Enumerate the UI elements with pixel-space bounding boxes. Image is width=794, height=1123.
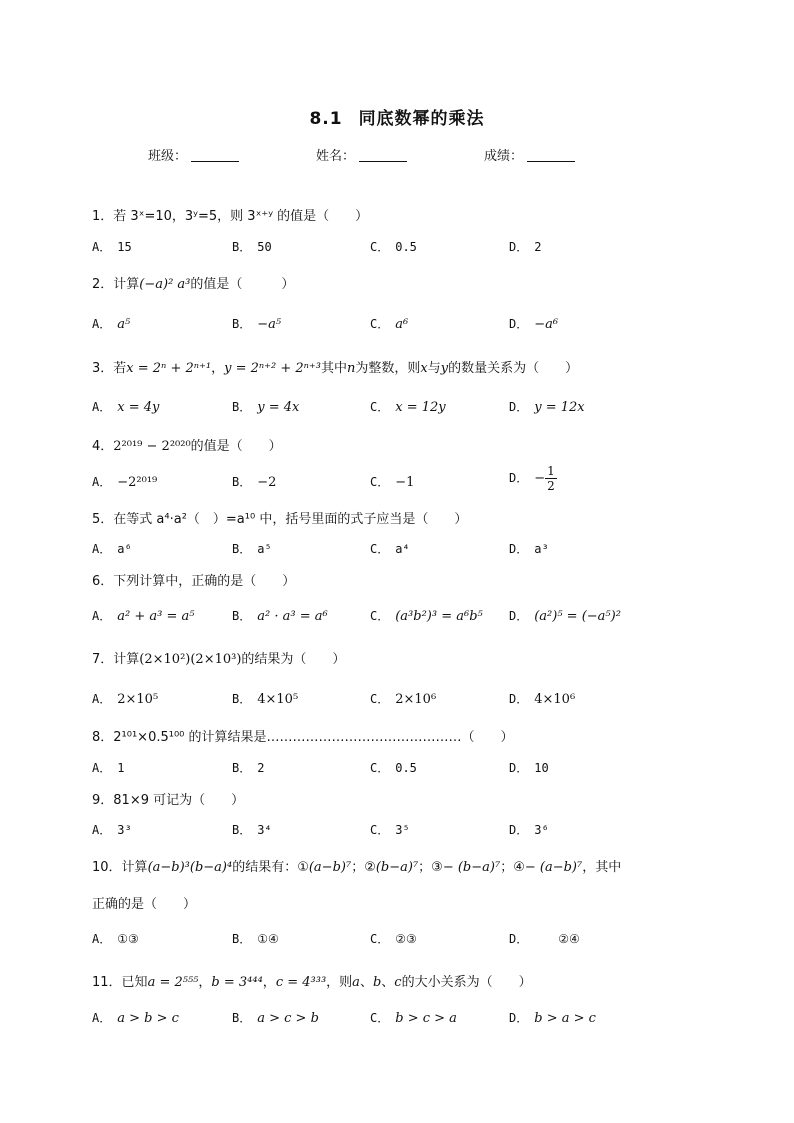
question-7: 7．计算(2×10²)(2×10³)的结果为（ ） (92, 652, 346, 667)
option-a[interactable]: A． 2×10⁵ (92, 692, 159, 707)
options-9 (92, 821, 712, 843)
question-2: 2．计算(−a)² a³的值是（ ） (92, 277, 295, 292)
option-a[interactable]: A． −2²⁰¹⁹ (92, 475, 158, 490)
title-number: 8.1 (309, 109, 343, 129)
question-number: 4． (92, 439, 114, 454)
option-a[interactable]: A． a⁶ (92, 542, 132, 556)
option-d[interactable]: D． 10 (509, 761, 549, 775)
option-c[interactable]: C． −1 (370, 475, 415, 490)
option-d[interactable]: D． a³ (509, 542, 549, 556)
question-text: 若 3ˣ=10，3ʸ=5，则 3ˣ⁺ʸ 的值是（ ） (113, 209, 369, 224)
question-4: 4．2²⁰¹⁹ − 2²⁰²⁰的值是（ ） (92, 439, 282, 454)
option-b[interactable]: B． a⁵ (232, 542, 272, 556)
question-8: 8．2¹⁰¹×0.5¹⁰⁰ 的计算结果是………………………………………（ ） (92, 730, 514, 745)
question-5: 5．在等式 a⁴·a²（ ）=a¹⁰ 中，括号里面的式子应当是（ ） (92, 512, 468, 527)
question-number: 7． (92, 652, 114, 667)
option-d[interactable]: D． −a⁶ (509, 317, 559, 332)
option-a[interactable]: A． a > b > c (92, 1011, 179, 1026)
option-c[interactable]: C． 3⁵ (370, 823, 410, 837)
fraction: $\frac{1}{2}$ (547, 464, 555, 493)
option-a[interactable]: A． 15 (92, 240, 132, 254)
option-c[interactable]: C． a⁴ (370, 542, 410, 556)
option-d[interactable]: D． b > a > c (509, 1011, 596, 1026)
question-10-line2: 正确的是（ ） (92, 897, 197, 912)
question-number: 5． (92, 512, 114, 527)
question-number: 2． (92, 277, 114, 292)
question-number: 10． (92, 860, 122, 875)
options-5 (92, 540, 712, 562)
options-8 (92, 759, 712, 781)
option-b[interactable]: B． a > c > b (232, 1011, 319, 1026)
name-blank[interactable] (359, 149, 407, 162)
option-c[interactable]: C． 0.5 (370, 761, 417, 775)
question-6: 6．下列计算中，正确的是（ ） (92, 574, 296, 589)
option-d[interactable]: D． (a²)⁵ = (−a⁵)² (509, 609, 621, 624)
options-2 (92, 315, 712, 337)
option-b[interactable]: B． 50 (232, 240, 272, 254)
score-label: 成绩： (484, 149, 524, 164)
option-c[interactable]: C． b > c > a (370, 1011, 457, 1026)
option-b[interactable]: B． 3⁴ (232, 823, 272, 837)
option-c[interactable]: C． a⁶ (370, 317, 409, 332)
option-a[interactable]: A． 1 (92, 761, 125, 775)
question-9: 9．81×9 可记为（ ） (92, 793, 245, 808)
option-d[interactable]: D． 2 (509, 240, 542, 254)
page-title (0, 104, 794, 129)
option-d[interactable]: D． − $\frac{1}{2}$ (509, 464, 555, 493)
options-7 (92, 690, 712, 712)
option-a[interactable]: A． a⁵ (92, 317, 131, 332)
option-c[interactable]: C． 0.5 (370, 240, 417, 254)
question-number: 9． (92, 793, 114, 808)
options-10 (92, 930, 712, 952)
score-field (484, 145, 575, 164)
options-3 (92, 398, 712, 420)
question-number: 3． (92, 361, 114, 376)
question-number: 1． (92, 209, 114, 224)
option-c[interactable]: C． ②③ (370, 932, 417, 946)
question-number: 8． (92, 730, 114, 745)
option-b[interactable]: B． 2 (232, 761, 265, 775)
option-a[interactable]: A． a² + a³ = a⁵ (92, 609, 195, 624)
options-1 (92, 238, 712, 260)
option-b[interactable]: B． −a⁵ (232, 317, 282, 332)
question-number: 11． (92, 975, 122, 990)
option-b[interactable]: B． 4×10⁵ (232, 692, 299, 707)
option-d[interactable]: D． 4×10⁶ (509, 692, 576, 707)
option-d[interactable]: D． ②④ (509, 932, 580, 946)
options-4 (92, 464, 712, 500)
option-c[interactable]: C． x = 12y (370, 400, 446, 415)
title-text: 同底数幂的乘法 (358, 109, 485, 129)
name-field (316, 145, 407, 164)
class-blank[interactable] (191, 149, 239, 162)
option-d[interactable]: D． 3⁶ (509, 823, 549, 837)
math-expression: (−a)² a³ (139, 277, 191, 292)
name-label: 姓名： (316, 149, 356, 164)
question-1 (92, 205, 368, 224)
options-6 (92, 607, 712, 629)
class-field (148, 145, 239, 164)
score-blank[interactable] (527, 149, 575, 162)
option-a[interactable]: A． ①③ (92, 932, 139, 946)
question-number: 6． (92, 574, 114, 589)
option-b[interactable]: B． −2 (232, 475, 277, 490)
option-c[interactable]: C． 2×10⁶ (370, 692, 437, 707)
option-b[interactable]: B． a² · a³ = a⁶ (232, 609, 328, 624)
class-label: 班级： (148, 149, 188, 164)
option-a[interactable]: A． 3³ (92, 823, 132, 837)
option-a[interactable]: A． x = 4y (92, 400, 160, 415)
question-3: 3．若x = 2ⁿ + 2ⁿ⁺¹，y = 2ⁿ⁺² + 2ⁿ⁺³其中n为整数，则x与y的数量关系为（ ） (92, 361, 579, 376)
option-b[interactable]: B． ①④ (232, 932, 279, 946)
options-11 (92, 1009, 712, 1031)
option-d[interactable]: D． y = 12x (509, 400, 585, 415)
question-11: 11．已知a = 2⁵⁵⁵，b = 3⁴⁴⁴，c = 4³³³，则a、b、c的大小关系为（ ） (92, 975, 532, 990)
option-b[interactable]: B． y = 4x (232, 400, 300, 415)
question-10: 10．计算(a−b)³(b−a)⁴的结果有：①(a−b)⁷；②(b−a)⁷；③− (b−a)⁷；④− (a−b)⁷，其中 (92, 860, 622, 875)
option-c[interactable]: C． (a³b²)³ = a⁶b⁵ (370, 609, 483, 624)
